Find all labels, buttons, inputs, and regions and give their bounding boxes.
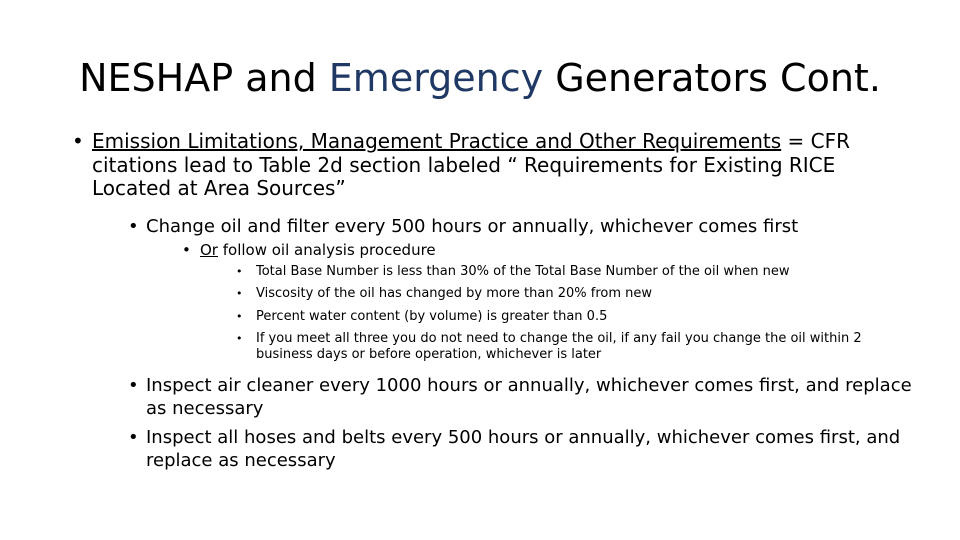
oil-analysis-text: follow oil analysis procedure [217, 240, 436, 259]
slide-title [0, 52, 960, 104]
bullet-list-level-2-continued [128, 374, 912, 472]
bullet-list-level-4 [236, 264, 912, 363]
list-item [236, 264, 912, 280]
hoses-belts-text: Inspect all hoses and belts every 500 hours or annually, whichever comes first, and replace as necessary [146, 427, 901, 471]
oil-analysis-or: Or [200, 240, 218, 259]
requirements-text: = CFR citations lead to Table 2d section labeled “ Requirements for Existing RICE Located at Area Sources” [92, 129, 850, 200]
list-item [236, 309, 912, 325]
bullet-oil-change [128, 215, 912, 363]
bullet-list-level-2 [128, 215, 912, 363]
list-item [236, 331, 912, 362]
bullet-icon: • [128, 427, 139, 448]
criterion-text: Viscosity of the oil has changed by more than 20% from new [256, 286, 653, 301]
bullet-list-level-3 [182, 241, 912, 363]
bullet-hoses-belts [128, 426, 912, 472]
requirements-heading: Emission Limitations, Management Practice and Other Requirements [92, 129, 782, 153]
bullet-list-level-1 [72, 130, 912, 472]
title-accent-word: Emergency [328, 56, 544, 100]
slide-body [72, 130, 912, 478]
title-part-1: NESHAP and [79, 56, 329, 100]
bullet-oil-analysis [182, 241, 912, 363]
title-part-2: Generators Cont. [543, 56, 881, 100]
criterion-text: If you meet all three you do not need to change the oil, if any fail you change the oil within 2 business days or before operation, whichever is later [256, 331, 862, 362]
list-item [236, 286, 912, 302]
bullet-icon: • [128, 375, 139, 396]
bullet-icon: • [236, 287, 243, 300]
bullet-icon: • [72, 129, 84, 153]
bullet-icon: • [236, 264, 243, 278]
bullet-icon: • [236, 309, 243, 323]
bullet-icon: • [236, 332, 243, 345]
criterion-text: Percent water content (by volume) is greater than 0.5 [256, 308, 608, 324]
bullet-icon: • [128, 215, 139, 237]
bullet-air-cleaner [128, 374, 912, 420]
air-cleaner-text: Inspect air cleaner every 1000 hours or annually, whichever comes first, and replace as necessary [146, 375, 912, 419]
bullet-requirements [72, 130, 912, 472]
bullet-icon: • [182, 240, 191, 259]
oil-change-text: Change oil and filter every 500 hours or annually, whichever comes first [146, 215, 799, 237]
criterion-text: Total Base Number is less than 30% of the Total Base Number of the oil when new [256, 263, 790, 279]
